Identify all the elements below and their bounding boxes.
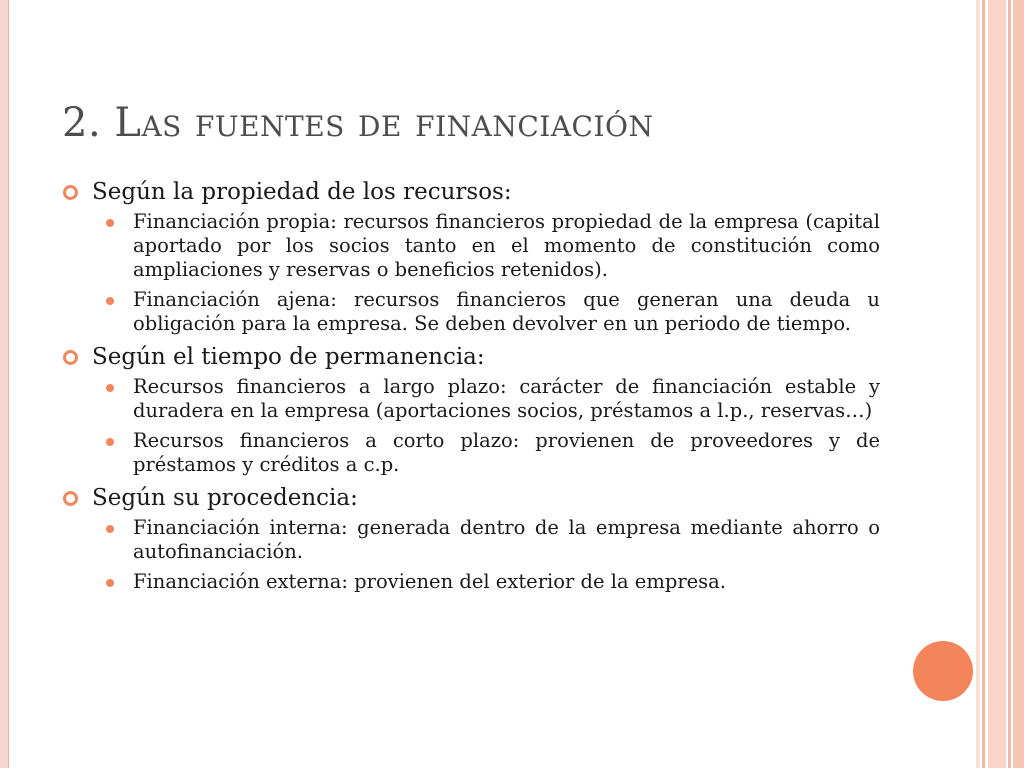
stripe xyxy=(988,0,1006,768)
list-item xyxy=(62,570,880,594)
stripe xyxy=(976,0,980,768)
list-item-text: Financiación ajena: recursos financieros que generan una deuda u obligación para la empresa. Se deben devolver en un periodo de tiempo. xyxy=(133,288,880,335)
sublist xyxy=(62,516,880,594)
list-item-text: Financiación interna: generada dentro de la empresa mediante ahorro o autofinanciación. xyxy=(133,516,880,563)
decorative-circle xyxy=(913,641,973,701)
list-item-text: Recursos financieros a corto plazo: provienen de proveedores y de préstamos y créditos a c.p. xyxy=(133,429,880,476)
list-item xyxy=(62,516,880,564)
section-tiempo xyxy=(62,342,880,372)
sublist xyxy=(62,210,880,336)
ring-bullet-icon xyxy=(63,350,78,365)
section-heading: Según el tiempo de permanencia: xyxy=(92,344,485,370)
slide-content xyxy=(62,177,880,600)
dot-bullet-icon xyxy=(106,438,114,446)
dot-bullet-icon xyxy=(106,525,114,533)
dot-bullet-icon xyxy=(106,579,114,587)
list-item xyxy=(62,210,880,282)
slide-title: 2. Las fuentes de financiación xyxy=(62,100,654,146)
ring-bullet-icon xyxy=(63,185,78,200)
section-heading: Según la propiedad de los recursos: xyxy=(92,179,512,205)
section-procedencia xyxy=(62,483,880,513)
ring-bullet-icon xyxy=(63,491,78,506)
list-item-text: Recursos financieros a largo plazo: carácter de financiación estable y duradera en la empresa (aportaciones socios, préstamos a l.p., reservas…) xyxy=(133,375,880,422)
stripe xyxy=(1013,0,1024,768)
dot-bullet-icon xyxy=(106,219,114,227)
list-item-text: Financiación externa: provienen del exterior de la empresa. xyxy=(133,570,727,593)
dot-bullet-icon xyxy=(106,297,114,305)
stripe xyxy=(1008,0,1011,768)
section-heading: Según su procedencia: xyxy=(92,485,358,511)
list-item-text: Financiación propia: recursos financieros propiedad de la empresa (capital aportado por los socios tanto en el momento de constitución como ampliaciones y reservas o beneficios retenidos). xyxy=(133,210,880,281)
left-border xyxy=(0,0,9,768)
list-item xyxy=(62,375,880,423)
dot-bullet-icon xyxy=(106,384,114,392)
sublist xyxy=(62,375,880,477)
stripe xyxy=(982,0,985,768)
list-item xyxy=(62,429,880,477)
list-item xyxy=(62,288,880,336)
right-decorative-stripes xyxy=(976,0,1024,768)
section-propiedad xyxy=(62,177,880,207)
